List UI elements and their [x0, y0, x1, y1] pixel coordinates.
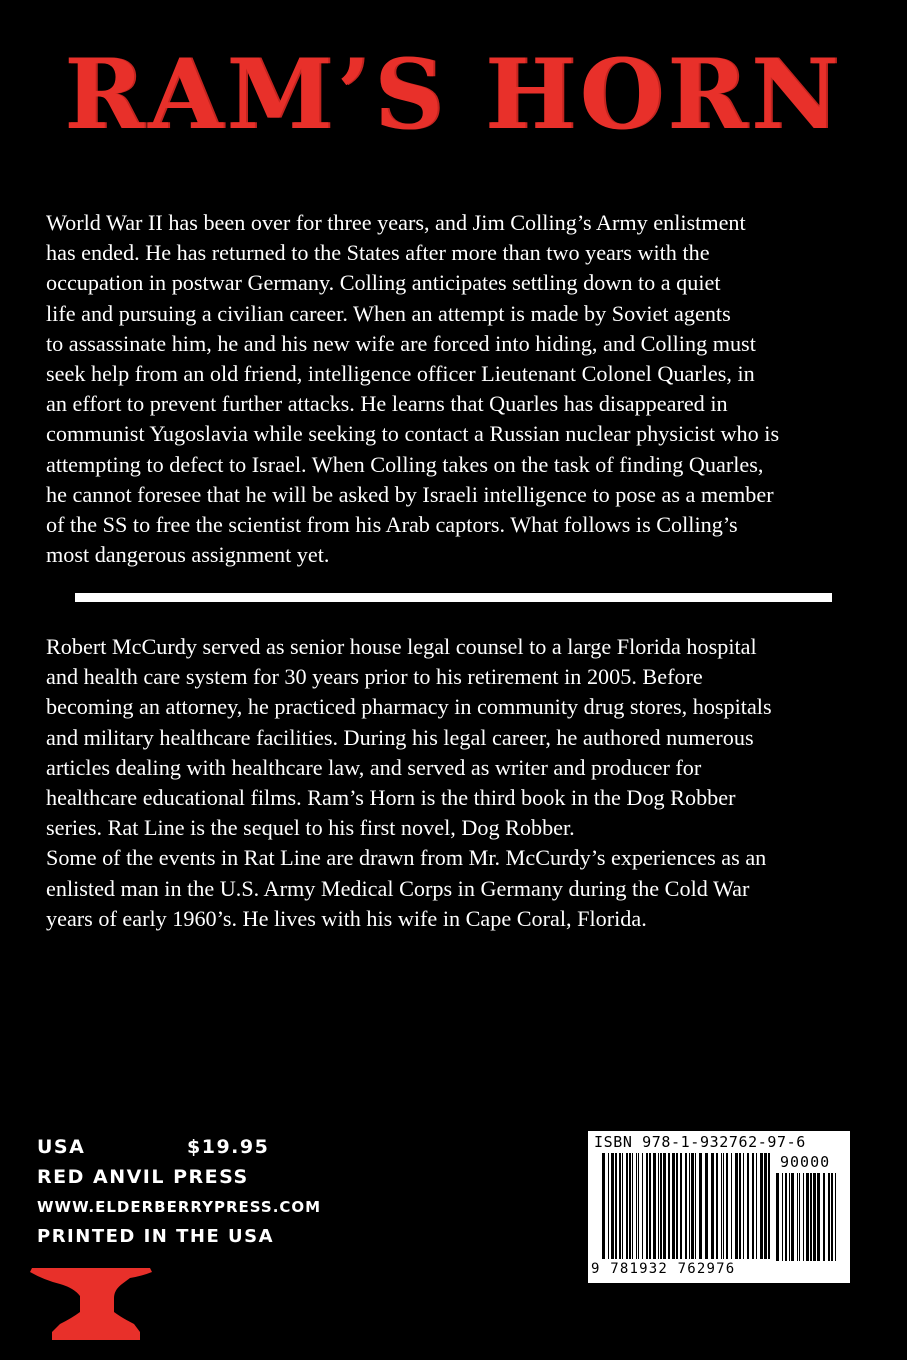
bio-line: Some of the events in Rat Line are drawn from Mr. McCurdy’s experiences as an — [46, 845, 767, 871]
isbn-label: ISBN 978-1-932762-97-6 — [594, 1133, 806, 1151]
bio-line: healthcare educational films. Ram’s Horn is the third book in the Dog Robber — [46, 785, 736, 811]
book-title: RAM’S HORN — [64, 38, 843, 151]
price-country: USA — [37, 1136, 86, 1158]
synopsis-line: has ended. He has returned to the States after more than two years with the — [46, 240, 710, 266]
synopsis-line: an effort to prevent further attacks. He learns that Quarles has disappeared in — [46, 391, 728, 417]
synopsis-line: life and pursuing a civilian career. When an attempt is made by Soviet agents — [46, 300, 731, 326]
bio-line: becoming an attorney, he practiced pharmacy in community drug stores, hospitals — [46, 694, 772, 720]
synopsis-line: seek help from an old friend, intelligence officer Lieutenant Colonel Quarles, in — [46, 361, 755, 387]
synopsis-paragraph — [46, 208, 871, 570]
barcode — [588, 1131, 850, 1283]
synopsis-line: he cannot foresee that he will be asked by Israeli intelligence to pose as a member — [46, 481, 774, 507]
synopsis-line: attempting to defect to Israel. When Colling takes on the task of finding Quarles, — [46, 451, 764, 477]
anvil-icon — [30, 1268, 152, 1340]
bio-line: and health care system for 30 years prior to his retirement in 2005. Before — [46, 664, 703, 690]
printed-in: PRINTED IN THE USA — [37, 1226, 275, 1247]
synopsis-line: communist Yugoslavia while seeking to contact a Russian nuclear physicist who is — [46, 421, 780, 447]
ean-bars — [602, 1153, 770, 1265]
synopsis-line: World War II has been over for three years, and Jim Colling’s Army enlistment — [46, 210, 746, 235]
ean-digits: 9 781932 762976 — [591, 1261, 736, 1277]
bio-line: and military healthcare facilities. During his legal career, he authored numerous — [46, 724, 754, 750]
bio-line: Robert McCurdy served as senior house legal counsel to a large Florida hospital — [46, 634, 757, 659]
divider — [75, 593, 832, 602]
author-bio-paragraph — [46, 632, 871, 934]
bio-line: articles dealing with healthcare law, and served as writer and producer for — [46, 754, 702, 780]
synopsis-line: most dangerous assignment yet. — [46, 542, 330, 568]
synopsis-line: of the SS to free the scientist from his Arab captors. What follows is Colling’s — [46, 512, 738, 538]
barcode-price-code: 90000 — [780, 1153, 831, 1171]
publisher-name: RED ANVIL PRESS — [37, 1166, 249, 1188]
price-value: $19.95 — [187, 1136, 270, 1158]
synopsis-line: to assassinate him, he and his new wife are forced into hiding, and Colling must — [46, 330, 756, 356]
bio-line: series. Rat Line is the sequel to his first novel, Dog Robber. — [46, 815, 575, 841]
bio-line: years of early 1960’s. He lives with his wife in Cape Coral, Florida. — [46, 905, 647, 931]
addon-bars — [776, 1173, 844, 1265]
bio-line: enlisted man in the U.S. Army Medical Corps in Germany during the Cold War — [46, 875, 750, 901]
publisher-website: WWW.ELDERBERRYPRESS.COM — [37, 1198, 322, 1216]
synopsis-line: occupation in postwar Germany. Colling anticipates settling down to a quiet — [46, 270, 721, 296]
